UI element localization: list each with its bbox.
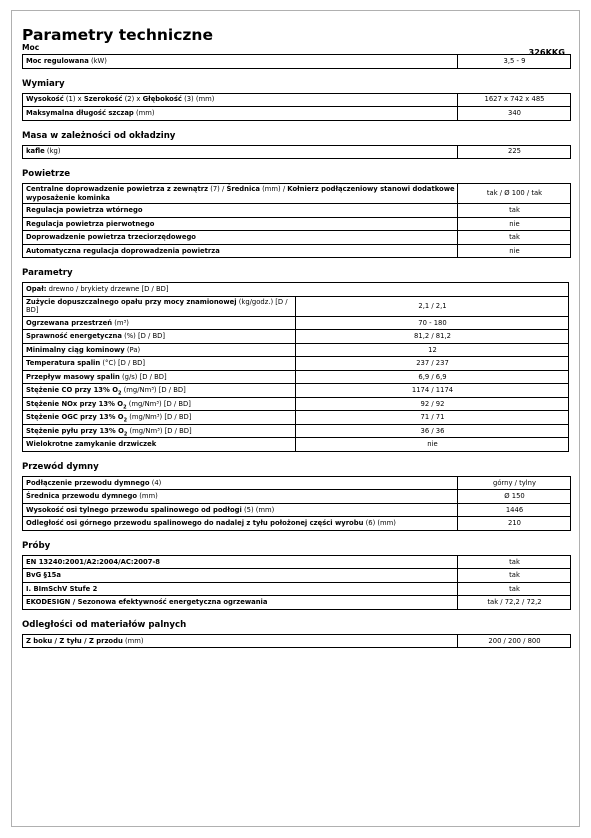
row-label: Zużycie dopuszczalnego opału przy mocy znamionowej (kg/godz.) [D / BD]: [23, 296, 296, 316]
row-label: Wysokość osi tylnego przewodu spalinowego od podłogi (5) (mm): [23, 503, 458, 517]
powietrze-table: [22, 183, 571, 258]
section-heading-wymiary: Wymiary: [22, 78, 65, 89]
row-value: tak: [458, 555, 571, 569]
row-label: Przepływ masowy spalin (g/s) [D / BD]: [23, 370, 296, 384]
table-row: [23, 517, 571, 531]
spec-content: [22, 25, 569, 648]
przewod-table: [22, 476, 571, 531]
row-label: Moc regulowana (kW): [23, 55, 458, 69]
row-value: tak: [458, 204, 571, 218]
wymiary-table: [22, 93, 571, 121]
masa-table: [22, 145, 571, 160]
row-value: tak: [458, 569, 571, 583]
table-row: [23, 634, 571, 648]
row-label: Z boku / Z tyłu / Z przodu (mm): [23, 634, 458, 648]
table-row: [23, 296, 569, 316]
row-label: Średnica przewodu dymnego (mm): [23, 490, 458, 504]
table-row: [23, 357, 569, 371]
row-label: Stężenie NOx przy 13% $O_2$ (mg/Nm³) [D / BD]: [23, 397, 296, 411]
row-value: Ø 150: [458, 490, 571, 504]
row-value: nie: [296, 438, 569, 452]
row-value: 225: [458, 145, 571, 159]
row-label: Podłączenie przewodu dymnego (4): [23, 476, 458, 490]
table-row: [23, 343, 569, 357]
table-row: [23, 397, 569, 411]
row-label: Minimalny ciąg kominowy (Pa): [23, 343, 296, 357]
section-heading-powietrze: Powietrze: [22, 169, 71, 179]
row-value: 36 / 36: [296, 424, 569, 438]
table-row: [23, 107, 571, 121]
table-row: [23, 217, 571, 231]
table-row: [23, 231, 571, 245]
row-value: 71 / 71: [296, 411, 569, 425]
row-value: tak / 72,2 / 72,2: [458, 596, 571, 610]
table-row: [23, 411, 569, 425]
table-row: [23, 503, 571, 517]
table-row: [23, 204, 571, 218]
row-value: 6,9 / 6,9: [296, 370, 569, 384]
row-label: I. BImSchV Stufe 2: [23, 582, 458, 596]
row-label: Regulacja powietrza wtórnego: [23, 204, 458, 218]
row-label: Sprawność energetyczna (%) [D / BD]: [23, 330, 296, 344]
row-value: 70 - 180: [296, 316, 569, 330]
row-value: tak / Ø 100 / tak: [458, 184, 571, 204]
proby-table: [22, 555, 571, 610]
row-value: górny / tylny: [458, 476, 571, 490]
section-heading-proby: Próby: [22, 540, 51, 551]
row-label: EN 13240:2001/A2:2004/AC:2007-8: [23, 555, 458, 569]
table-row: [23, 569, 571, 583]
row-value: 81,2 / 81,2: [296, 330, 569, 344]
table-row: [23, 384, 569, 398]
row-value: 200 / 200 / 800: [458, 634, 571, 648]
odleglosci-table: [22, 634, 571, 649]
row-value: 210: [458, 517, 571, 531]
table-row: [23, 582, 571, 596]
table-row: [23, 244, 571, 258]
table-row: [23, 370, 569, 384]
moc-table: [22, 54, 571, 69]
row-value: tak: [458, 231, 571, 245]
page-title: Parametry techniczne: [22, 26, 213, 44]
row-value: 340: [458, 107, 571, 121]
row-label: Wysokość (1) x Szerokość (2) x Głębokość (3) (mm): [23, 93, 458, 107]
table-row: [23, 555, 571, 569]
row-label: Odległość osi górnego przewodu spalinowego do nadalej z tyłu położonej części wyrobu (6) (mm): [23, 517, 458, 531]
row-value: 1174 / 1174: [296, 384, 569, 398]
row-label: Stężenie OGC przy 13% $O_2$ (mg/Nm³) [D / BD]: [23, 411, 296, 425]
table-row: [23, 438, 569, 452]
row-label: Stężenie pyłu przy 13% $O_2$ (mg/Nm³) [D / BD]: [23, 424, 296, 438]
section-heading-parametry: Parametry: [22, 268, 73, 279]
row-label: Stężenie CO przy 13% $O_2$ (mg/Nm³) [D / BD]: [23, 384, 296, 398]
section-heading-przewod: Przewód dymny: [22, 461, 99, 472]
row-label: Ogrzewana przestrzeń (m³): [23, 316, 296, 330]
row-value: 92 / 92: [296, 397, 569, 411]
section-heading-masa: Masa w zależności od okładziny: [22, 130, 176, 141]
row-value: 237 / 237: [296, 357, 569, 371]
row-label: Automatyczna regulacja doprowadzenia powietrza: [23, 244, 458, 258]
table-row: [23, 316, 569, 330]
table-row: [23, 330, 569, 344]
section-heading-moc: Moc: [22, 43, 40, 52]
table-row: [23, 596, 571, 610]
row-label: BvG §15a: [23, 569, 458, 583]
table-row: [23, 93, 571, 107]
row-value: 2,1 / 2,1: [296, 296, 569, 316]
row-value: 3,5 - 9: [458, 55, 571, 69]
row-label: EKODESIGN / Sezonowa efektywność energetyczna ogrzewania: [23, 596, 458, 610]
model-code: 326KKG: [528, 47, 565, 57]
row-value: 1446: [458, 503, 571, 517]
table-row: [23, 283, 569, 297]
row-value: nie: [458, 217, 571, 231]
row-label: Regulacja powietrza pierwotnego: [23, 217, 458, 231]
row-label: kafle (kg): [23, 145, 458, 159]
row-label: Maksymalna długość szczap (mm): [23, 107, 458, 121]
table-row: [23, 476, 571, 490]
table-row: [23, 55, 571, 69]
row-label: Centralne doprowadzenie powietrza z zewnątrz (7) / Średnica (mm) / Kołnierz podłączeniowy stanowi dodatkowe wyposażenie kominka: [23, 184, 458, 204]
table-row: [23, 424, 569, 438]
row-value: 1627 x 742 x 485: [458, 93, 571, 107]
table-row: [23, 184, 571, 204]
row-label: Temperatura spalin (°C) [D / BD]: [23, 357, 296, 371]
spec-sheet-page: [11, 10, 580, 827]
row-value: tak: [458, 582, 571, 596]
table-row: [23, 145, 571, 159]
parametry-table: [22, 282, 569, 452]
table-row: [23, 490, 571, 504]
row-value: 12: [296, 343, 569, 357]
row-value: nie: [458, 244, 571, 258]
row-label: Wielokrotne zamykanie drzwiczek: [23, 438, 296, 452]
row-label: Opał: drewno / brykiety drzewne [D / BD]: [23, 283, 569, 297]
section-heading-odleglosci: Odległości od materiałów palnych: [22, 619, 187, 630]
row-label: Doprowadzenie powietrza trzeciorzędowego: [23, 231, 458, 245]
